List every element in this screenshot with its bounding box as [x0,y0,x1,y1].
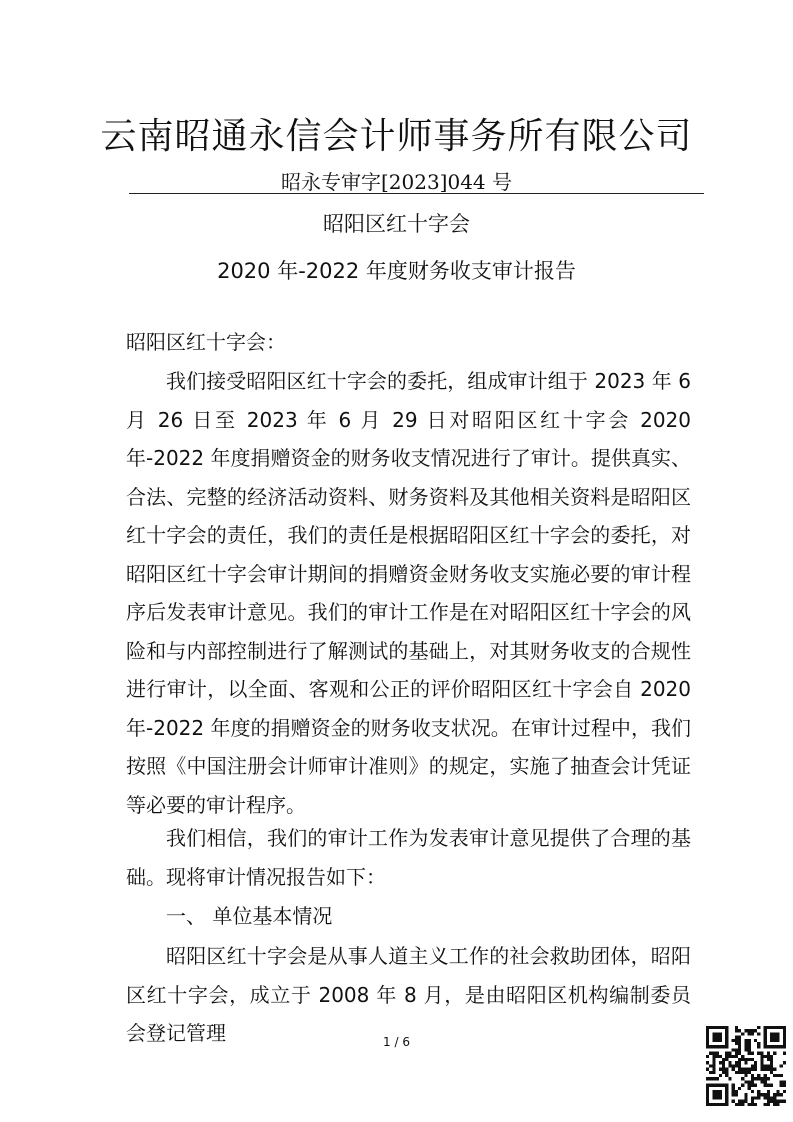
paragraph-engagement: 我们接受昭阳区红十字会的委托，组成审计组于 2023 年 6 月 26 日至 2023 年 6 月 29 日对昭阳区红十字会 2020 年-2022 年度捐赠资金的财务收支情况进行了审计。提供真实、合法、完整的经济活动资料、财务资料及其他相关资料是昭阳区红十字会的责任，我们的责任是根据昭阳区红十字会的委托，对昭阳区红十字会审计期间的捐赠资金财务收支实施必要的审计程序后发表审计意见。我们的审计工作是在对昭阳区红十字会的风险和与内部控制进行了解测试的基础上，对其财务收支的合规性进行审计，以全面、客观和公正的评价昭阳区红十字会自 2020 年-2022 年度的捐赠资金的财务收支状况。在审计过程中，我们按照《中国注册会计师审计准则》的规定，实施了抽查会计凭证等必要的审计程序。 [126,369,691,817]
header-divider [129,193,704,194]
report-title-line2: 2020 年-2022 年度财务收支审计报告 [217,259,576,283]
qr-code-icon [706,1026,786,1106]
salutation: 昭阳区红十字会： [126,330,286,354]
paragraph-basis: 我们相信，我们的审计工作为发表审计意见提供了合理的基础。现将审计情况报告如下： [126,826,691,889]
document-number: 昭永专审字[2023]044 号 [280,170,513,194]
paragraph-basic-info: 昭阳区红十字会是从事人道主义工作的社会救助团体，昭阳区红十字会，成立于 2008 年 8 月，是由昭阳区机构编制委员会登记管理 [126,944,691,1045]
section-heading-basic-info: 一、 单位基本情况 [166,904,333,928]
report-title-line1: 昭阳区红十字会 [323,212,470,236]
page-number: 1 / 6 [383,1035,410,1049]
company-title: 云南昭通永信会计师事务所有限公司 [100,116,693,157]
